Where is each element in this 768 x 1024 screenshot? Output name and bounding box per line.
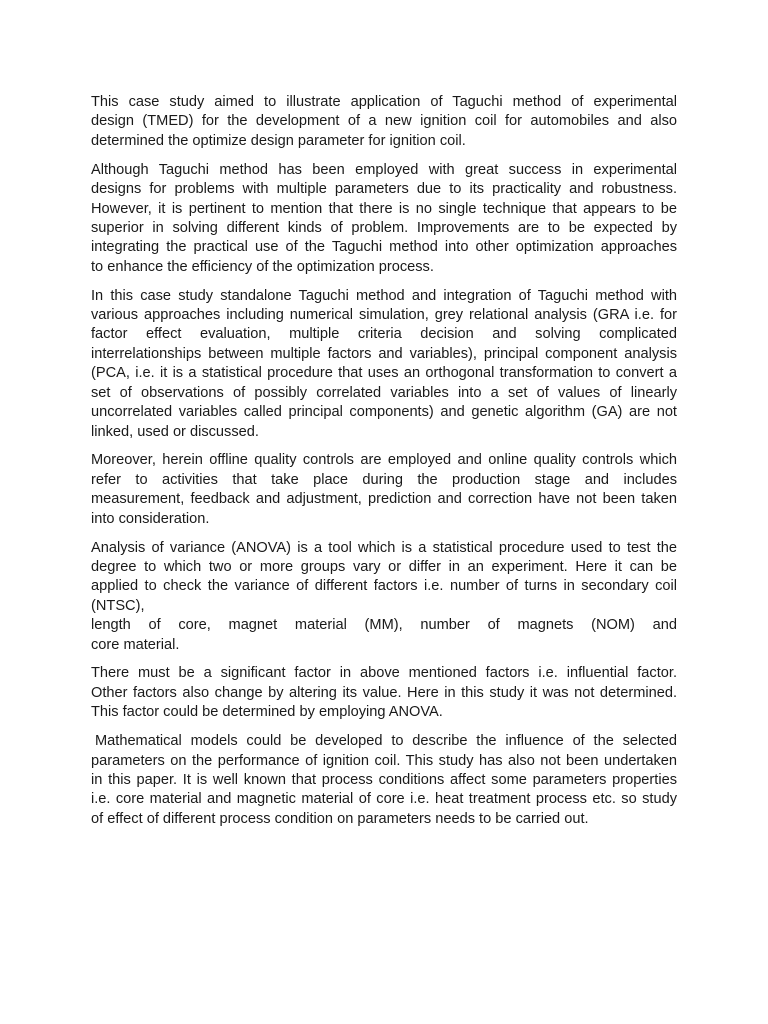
text-line: i.e. core material and magnetic material of core i.e. heat treatment process etc. so study [91,791,677,808]
text-line: length of core, magnet material (MM), number of magnets (NOM) and [91,617,677,634]
paragraph-case-study-aim [91,93,677,151]
text-line: design (TMED) for the development of a new ignition coil for automobiles and also [91,113,677,130]
paragraph-taguchi-limitations [91,161,677,277]
text-line: refer to activities that take place during the production stage and includes [91,471,677,488]
text-line: Other factors also change by altering its value. Here in this study it was not determined. [91,684,677,701]
text-line: various approaches including numerical simulation, grey relational analysis (GRA i.e. for [91,307,677,324]
text-line: interrelationships between multiple factors and variables), principal component analysis [91,345,677,362]
paragraph-anova [91,539,677,655]
text-line: determined the optimize design parameter for ignition coil. [91,132,466,149]
text-line: into consideration. [91,510,210,527]
text-line: designs for problems with multiple parameters due to its practicality and robustness. [91,181,677,198]
text-line: linked, used or discussed. [91,423,259,440]
text-line: integrating the practical use of the Taguchi method into other optimization approaches [91,239,677,256]
text-line: parameters on the performance of ignition coil. This study has also not been undertaken [91,752,677,769]
text-line: core material. [91,636,180,653]
text-line: uncorrelated variables called principal components) and genetic algorithm (GA) are not [91,404,677,421]
text-line: to enhance the efficiency of the optimization process. [91,258,434,275]
text-line: There must be a significant factor in above mentioned factors i.e. influential factor. [91,665,677,682]
text-line: set of observations of possibly correlated variables into a set of values of linearly [91,384,677,401]
text-line: measurement, feedback and adjustment, prediction and correction have not been taken [91,491,677,508]
text-line: Mathematical models could be developed to describe the influence of the selected [95,733,677,750]
text-line: superior in solving different kinds of problem. Improvements are to be expected by [91,219,677,236]
text-line: in this paper. It is well known that process conditions affect some parameters properties [91,772,677,788]
text-line: In this case study standalone Taguchi method and integration of Taguchi method with [91,287,677,304]
text-line: Although Taguchi method has been employed with great success in experimental [91,161,677,178]
paragraph-integration-approaches [91,287,677,442]
text-line: This factor could be determined by employing ANOVA. [91,704,443,721]
text-line: degree to which two or more groups vary or differ in an experiment. Here it can be [91,558,677,575]
text-line: factor effect evaluation, multiple criteria decision and solving complicated [91,326,677,343]
document-body [91,93,677,829]
text-line: of effect of different process condition on parameters needs to be carried out. [91,810,589,827]
text-line: applied to check the variance of different factors i.e. number of turns in secondary coil [91,578,677,595]
paragraph-mathematical-models [91,732,677,829]
text-line: (NTSC), [91,597,145,614]
text-line: Analysis of variance (ANOVA) is a tool which is a statistical procedure used to test the [91,539,677,556]
text-line: However, it is pertinent to mention that there is no single technique that appears to be [91,200,677,217]
text-line: Moreover, herein offline quality controls are employed and online quality controls which [91,452,677,469]
paragraph-significant-factor [91,664,677,722]
paragraph-quality-controls [91,451,677,529]
text-line: (PCA, i.e. it is a statistical procedure that uses an orthogonal transformation to convert a [91,365,677,382]
text-line: This case study aimed to illustrate application of Taguchi method of experimental [91,94,677,110]
